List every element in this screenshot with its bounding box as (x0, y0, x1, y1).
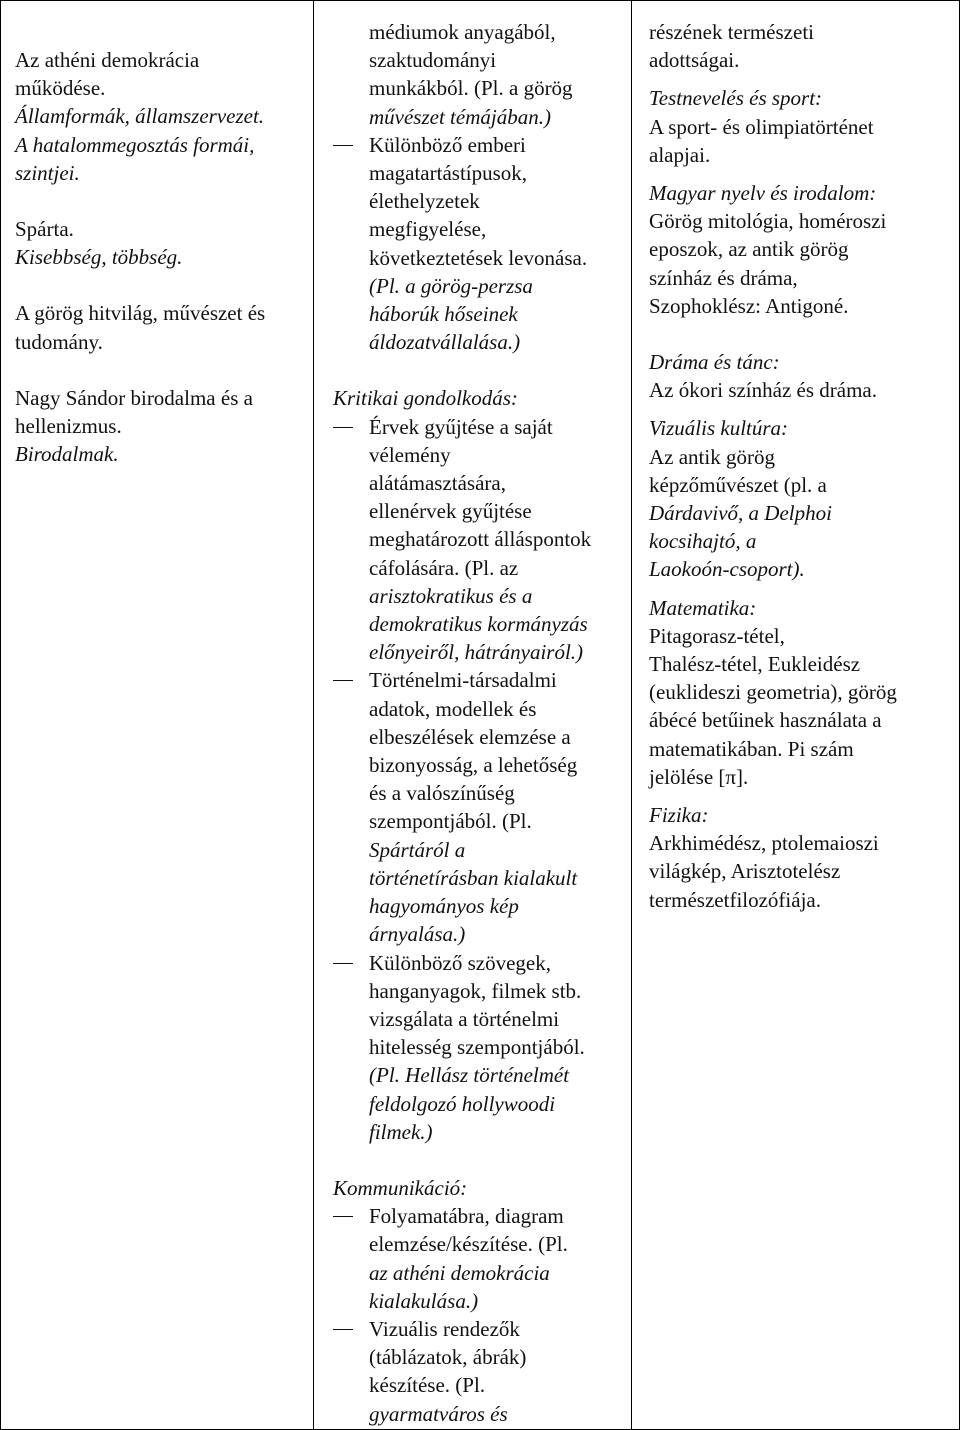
topic-block-alexander: Nagy Sándor birodalma és a hellenizmus. Birodalmak. (15, 385, 253, 467)
subject-heading-math: Matematika: (649, 595, 757, 620)
section-heading-kritikai: Kritikai gondolkodás: (333, 386, 518, 411)
topic-block-greek-culture: A görög hitvilág, művészet és tudomány. (15, 301, 266, 354)
column-divider-2 (631, 0, 632, 1430)
subject-heading-physics: Fizika: (649, 803, 709, 828)
subject-heading-drama: Dráma és tánc: (649, 350, 780, 375)
list-item: Vizuális rendezők (táblázatok, ábrák) készítése. (Pl. gyarmatváros és (369, 1316, 527, 1426)
connections-column: részének természeti adottságai. Testnevelés és sport: A sport- és olimpiatörténet alapjai. Magyar nyelv és irodalom: Görög mitológia, homéroszi eposzok, az antik görög színház és dráma, Szophoklész: Antigoné. Dráma és tánc: Az ókori színház és dráma. Vizuális kultúra: Az antik görög képzőművészet (pl. a Dárdavivő, a Delphoi kocsihajtó, a Laokoón-csoport). Matematika: Pitagorasz-tétel, Thalész-tétel, Eukleidész (euklideszi geometria), görög ábécé betűinek használata a matematikában. Pi szám jelölése [π]. Fizika: Arkhimédész, ptolemaioszi világkép, Arisztotelész természetfilozófiája. (649, 18, 949, 914)
topic-block-athens: Az athéni demokrácia működése. Államformák, államszervezet. A hatalommegosztás formái, szintjei. (15, 48, 265, 185)
list-item: Különböző szövegek, hanganyagok, filmek stb. vizsgálata a történelmi hitelesség szempontjából. (Pl. Hellász történelmét feldolgozó hollywoodi filmek.) (369, 950, 585, 1144)
continued-text: médiumok anyagából, szaktudományi munkákból. (Pl. a görög művészet témájában.) (369, 20, 573, 129)
list-item: Folyamatábra, diagram elemzése/készítése. (Pl. az athéni demokrácia kialakulása.) (369, 1204, 568, 1313)
continued-text: részének természeti adottságai. (649, 20, 814, 73)
list-item: Érvek gyűjtése a saját vélemény alátámasztására, ellenérvek gyűjtése meghatározott álláspontok cáfolására. (Pl. az arisztokratikus és a demokratikus kormányzás előnyeiről, hátrányairól.) (369, 414, 592, 665)
section-heading-kommunikacio: Kommunikáció: (333, 1175, 468, 1200)
competencies-column (333, 18, 625, 1428)
topics-column (15, 46, 305, 468)
list-item: Történelmi-társadalmi adatok, modellek és elbeszélések elemzése a bizonyosság, a lehetőség és a valószínűség szempontjából. (Pl. Spártáról a történetírásban kialakult hagyományos kép árnyalása.) (369, 668, 578, 947)
subject-heading-visual: Vizuális kultúra: (649, 416, 789, 441)
column-divider-1 (313, 0, 314, 1430)
subject-heading-sport: Testnevelés és sport: (649, 86, 823, 111)
subject-heading-hungarian: Magyar nyelv és irodalom: (649, 181, 877, 206)
topic-block-sparta: Spárta. Kisebbség, többség. (15, 217, 183, 270)
list-item: Különböző emberi magatartástípusok, élethelyzetek megfigyelése, következtetések levonása. (Pl. a görög-perzsa háborúk hőseinek áldozatvállalása.) (369, 132, 588, 355)
